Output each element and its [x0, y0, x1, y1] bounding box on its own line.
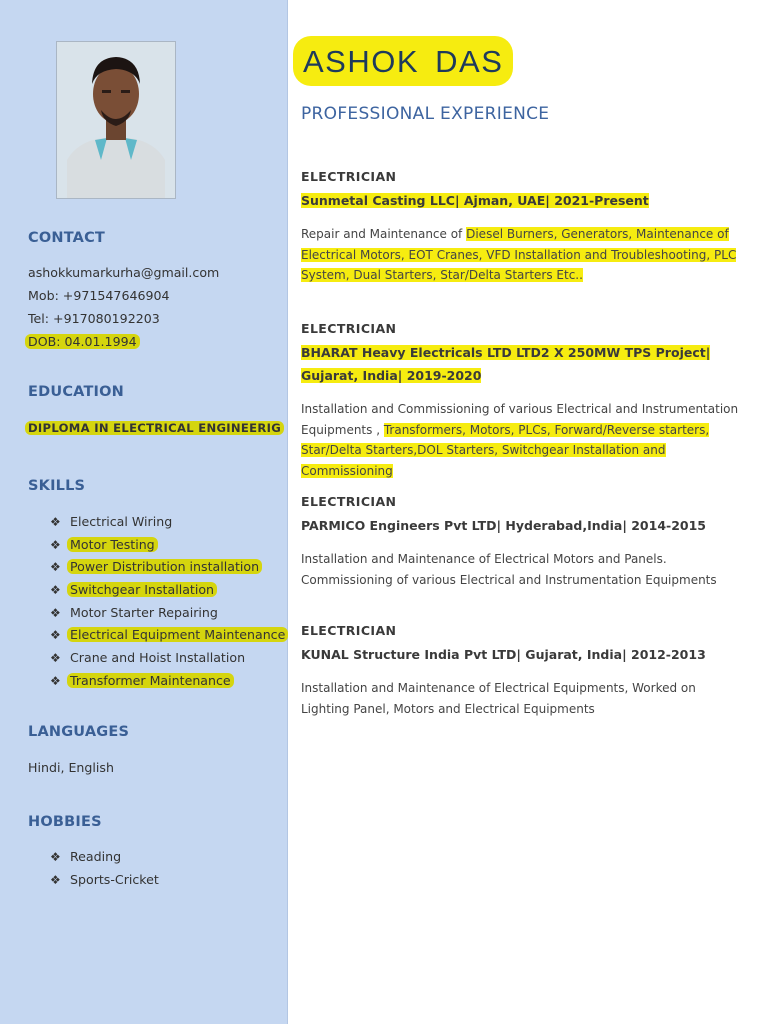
diamond-outline-bullet-icon: ❖	[50, 872, 61, 887]
job-company: BHARAT Heavy Electricals LTD LTD2 X 250MW TPS Project| Gujarat, India| 2019-2020	[301, 345, 711, 383]
job-role: ELECTRICIAN	[301, 169, 397, 184]
diamond-outline-bullet-icon: ❖	[50, 850, 61, 864]
diamond-bullet-icon: ❖	[50, 673, 61, 688]
job-entry	[301, 169, 741, 286]
email-text: ashokkumarkurha@gmail.com	[28, 265, 220, 280]
diamond-bullet-icon: ❖	[50, 515, 61, 529]
diamond-bullet-icon: ❖	[50, 583, 61, 598]
profile-photo	[56, 41, 176, 199]
job-role: ELECTRICIAN	[301, 321, 397, 336]
skills-list	[50, 511, 288, 693]
hobbies-heading: HOBBIES	[28, 814, 102, 830]
job-description: Installation and Maintenance of Electrical Equipments, Worked on Lighting Panel, Motors and Electrical Equipments	[301, 681, 696, 716]
diamond-bullet-icon: ❖	[50, 537, 61, 552]
job-description: Repair and Maintenance of Diesel Burners, Generators, Maintenance of Electrical Motors, EOT Cranes, VFD Installation and Troubleshooting, PLC System, Dual Starters, Star/Delta Starters Etc..	[301, 227, 737, 282]
education-text	[28, 421, 284, 435]
job-entry	[301, 623, 741, 719]
skill-item: ❖ Electrical Equipment Maintenance	[50, 624, 288, 647]
job-role: ELECTRICIAN	[301, 623, 397, 638]
hobby-item: ❖ Reading	[50, 846, 159, 869]
dob-value: DOB: 04.01.1994	[25, 334, 140, 349]
diamond-bullet-icon: ❖	[50, 651, 61, 666]
hobby-item: ❖ Sports-Cricket	[50, 869, 159, 892]
job-entry	[301, 321, 741, 481]
languages-heading: LANGUAGES	[28, 724, 130, 740]
job-company: Sunmetal Casting LLC| Ajman, UAE| 2021-Present	[301, 193, 649, 208]
skill-item: ❖ Motor Testing	[50, 534, 288, 557]
job-entry	[301, 494, 741, 590]
tel-text: Tel: +917080192203	[28, 311, 160, 326]
skill-item: ❖ Switchgear Installation	[50, 579, 288, 602]
job-description: Installation and Commissioning of various Electrical and Instrumentation Equipments , Transformers, Motors, PLCs, Forward/Reverse starters, Star/Delta Starters,DOL Starters, Switchgear Installation and Commissioning	[301, 402, 739, 478]
dob-text	[28, 334, 140, 349]
hobbies-list	[50, 846, 159, 891]
skill-item: ❖ Electrical Wiring	[50, 511, 288, 534]
skill-item: ❖ Crane and Hoist Installation	[50, 647, 288, 670]
mobile-text: Mob: +971547646904	[28, 288, 170, 303]
job-company: PARMICO Engineers Pvt LTD| Hyderabad,India| 2014-2015	[301, 518, 707, 533]
contact-heading: CONTACT	[28, 230, 106, 246]
sidebar	[0, 0, 288, 1024]
languages-text: Hindi, English	[28, 760, 114, 775]
experience-heading: PROFESSIONAL EXPERIENCE	[301, 104, 550, 124]
diamond-bullet-icon: ❖	[50, 560, 61, 575]
skill-item: ❖ Power Distribution installation	[50, 556, 288, 579]
job-description: Installation and Maintenance of Electrical Motors and Panels. Commissioning of various Electrical and Instrumentation Equipments	[301, 552, 717, 587]
skill-item: ❖ Motor Starter Repairing	[50, 602, 288, 625]
job-role: ELECTRICIAN	[301, 494, 397, 509]
skill-item: ❖ Transformer Maintenance	[50, 670, 288, 693]
education-heading: EDUCATION	[28, 384, 125, 400]
education-value: DIPLOMA IN ELECTRICAL ENGINEERIG	[25, 421, 284, 435]
diamond-bullet-icon: ❖	[50, 628, 61, 643]
diamond-bullet-icon: ❖	[50, 605, 61, 620]
job-company: KUNAL Structure India Pvt LTD| Gujarat, India| 2012-2013	[301, 647, 706, 662]
skills-heading: SKILLS	[28, 478, 86, 494]
candidate-name: ASHOK DAS	[293, 36, 513, 86]
